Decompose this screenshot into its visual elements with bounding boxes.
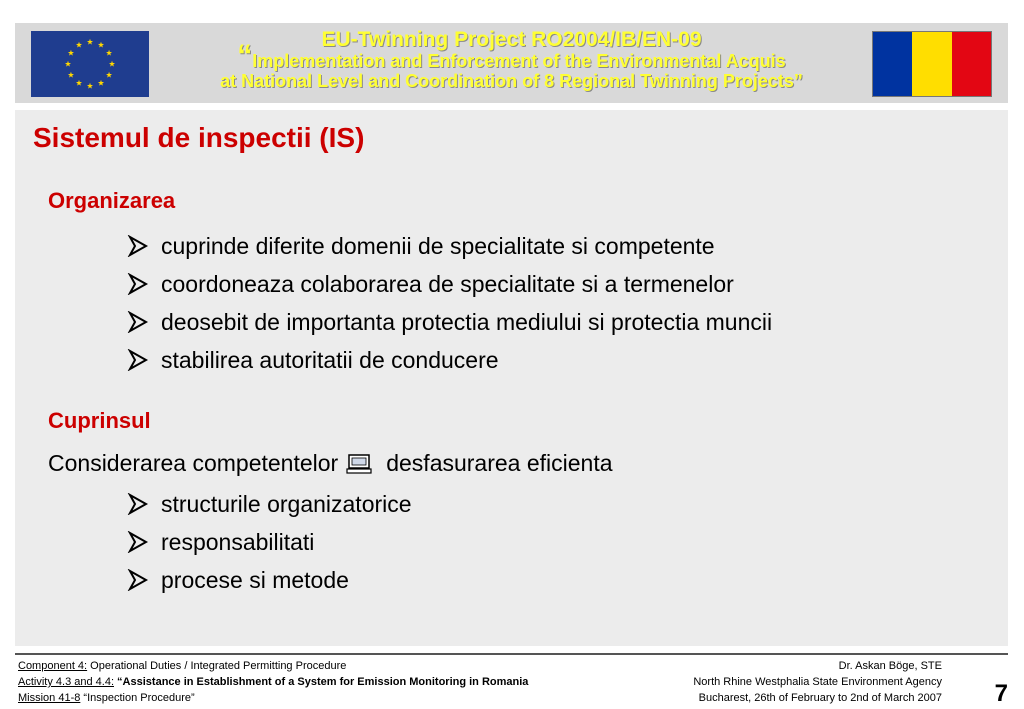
arrow-bullet-icon (127, 569, 149, 591)
star-icon (106, 50, 112, 56)
bullet-text: responsabilitati (161, 529, 315, 555)
bullet-text: stabilirea autoritatii de conducere (161, 347, 499, 373)
star-icon (109, 61, 115, 67)
section-heading-cuprinsul: Cuprinsul (48, 408, 151, 433)
bullet-item (127, 485, 412, 523)
star-icon (76, 42, 82, 48)
star-icon (98, 80, 104, 86)
mission-label: Mission 41-8 (18, 692, 81, 704)
star-icon (87, 39, 93, 45)
footer-left-info (18, 658, 528, 706)
header-banner (15, 23, 1008, 103)
activity-label: Activity 4.3 and 4.4: (18, 676, 114, 688)
arrow-bullet-icon (127, 235, 149, 257)
footer-component (18, 658, 528, 674)
arrow-bullet-icon (127, 349, 149, 371)
section-heading-organizarea: Organizarea (48, 188, 176, 213)
arrow-bullet-icon (127, 493, 149, 515)
organizarea-bullet-list (127, 227, 772, 379)
eu-flag-logo (31, 31, 149, 97)
bullet-text: procese si metode (161, 567, 349, 593)
arrow-bullet-icon (127, 273, 149, 295)
competence-text-after: desfasurarea eficienta (386, 450, 613, 476)
footer-right-info (693, 658, 942, 706)
footer-divider (15, 653, 1008, 655)
open-quote: “ (237, 39, 253, 72)
bullet-item (127, 341, 772, 379)
bullet-text: structurile organizatorice (161, 491, 412, 517)
star-icon (76, 80, 82, 86)
bullet-item (127, 523, 412, 561)
bullet-text: deosebit de importanta protectia mediului si protectia muncii (161, 309, 773, 335)
bullet-item (127, 265, 772, 303)
flag-stripe-red (952, 32, 991, 96)
arrow-bullet-icon (127, 531, 149, 553)
project-title-text: Implementation and Enforcement of the Environmental Acquis (252, 51, 786, 71)
star-icon (68, 50, 74, 56)
project-title-line2: at National Level and Coordination of 8 Regional Twinning Projects” (220, 71, 803, 91)
bullet-item (127, 303, 772, 341)
star-icon (65, 61, 71, 67)
footer-activity (18, 674, 528, 690)
bullet-text: coordoneaza colaborarea de specialitate si a termenelor (161, 271, 734, 297)
project-code: EU-Twinning Project RO2004/IB/EN-09 (321, 28, 702, 51)
star-icon (68, 72, 74, 78)
bullet-item (127, 561, 412, 599)
star-icon (98, 42, 104, 48)
flag-stripe-yellow (912, 32, 951, 96)
component-label: Component 4: (18, 660, 88, 672)
project-header (165, 29, 858, 91)
slide-title: Sistemul de inspectii (IS) (33, 122, 365, 153)
computer-icon (346, 453, 372, 475)
page-number: 7 (994, 680, 1008, 707)
footer-agency: North Rhine Westphalia State Environment Agency (693, 676, 942, 688)
bullet-text: cuprinde diferite domenii de specialitate si competente (161, 233, 715, 259)
star-icon (87, 83, 93, 89)
footer-author: Dr. Askan Böge, STE (838, 660, 942, 672)
bullet-item (127, 227, 772, 265)
slide-content (15, 110, 1008, 646)
arrow-bullet-icon (127, 311, 149, 333)
flag-stripe-blue (873, 32, 912, 96)
activity-text: “Assistance in Establishment of a System for Emission Monitoring in Romania (114, 676, 529, 688)
competence-text-before: Considerarea competentelor (48, 450, 339, 476)
star-icon (106, 72, 112, 78)
eu-stars-icon (31, 31, 149, 97)
mission-text: “Inspection Procedure” (80, 692, 195, 704)
footer-dates: Bucharest, 26th of February to 2nd of March 2007 (698, 692, 942, 704)
romania-flag-logo (872, 31, 992, 97)
component-text: Operational Duties / Integrated Permitting Procedure (87, 660, 347, 672)
competence-line (48, 450, 613, 477)
footer-mission (18, 690, 528, 706)
cuprinsul-bullet-list (127, 485, 412, 599)
